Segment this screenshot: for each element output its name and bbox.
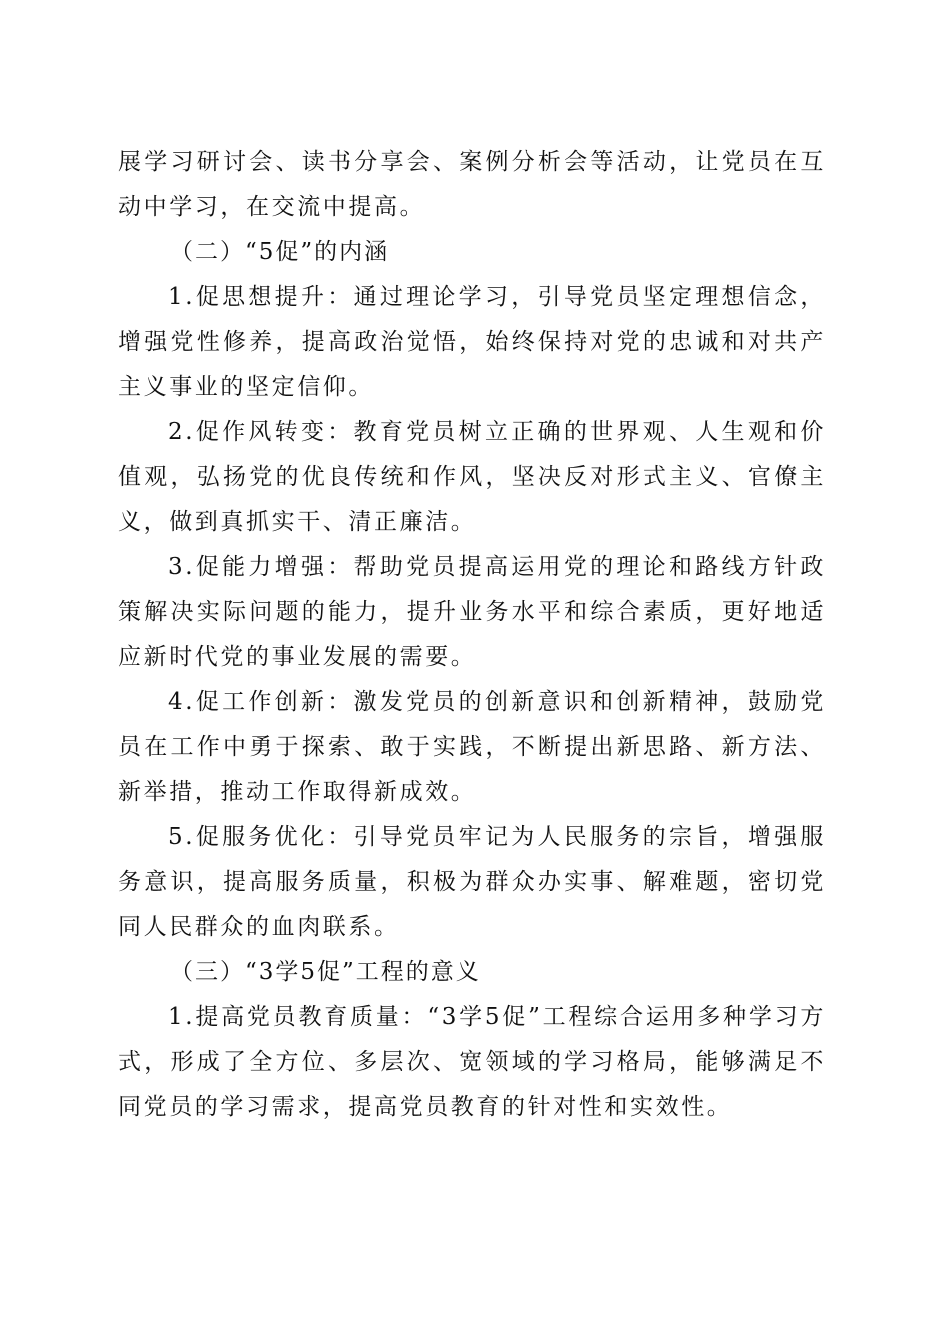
item-promote-thought: 1.促思想提升：通过理论学习，引导党员坚定理想信念，增强党性修养，提高政治觉悟，始终保持对党的忠诚和对共产主义事业的坚定信仰。 bbox=[118, 284, 826, 400]
document-page bbox=[118, 140, 826, 1130]
section-heading-significance: （三）“3学5促”工程的意义 bbox=[170, 959, 481, 985]
item-promote-innovation: 4.促工作创新：激发党员的创新意识和创新精神，鼓励党员在工作中勇于探索、敢于实践，不断提出新思路、新方法、新举措，推动工作取得新成效。 bbox=[118, 689, 826, 805]
item-promote-service: 5.促服务优化：引导党员牢记为人民服务的宗旨，增强服务意识，提高服务质量，积极为群众办实事、解难题，密切党同人民群众的血肉联系。 bbox=[118, 824, 826, 940]
continued-paragraph: 展学习研讨会、读书分享会、案例分析会等活动，让党员在互动中学习，在交流中提高。 bbox=[118, 149, 826, 220]
section-heading-5-promotions: （二）“5促”的内涵 bbox=[170, 239, 390, 265]
item-education-quality: 1.提高党员教育质量：“3学5促”工程综合运用多种学习方式，形成了全方位、多层次、宽领域的学习格局，能够满足不同党员的学习需求，提高党员教育的针对性和实效性。 bbox=[118, 1004, 826, 1120]
item-promote-ability: 3.促能力增强：帮助党员提高运用党的理论和路线方针政策解决实际问题的能力，提升业务水平和综合素质，更好地适应新时代党的事业发展的需要。 bbox=[118, 554, 826, 670]
item-promote-style: 2.促作风转变：教育党员树立正确的世界观、人生观和价值观，弘扬党的优良传统和作风，坚决反对形式主义、官僚主义，做到真抓实干、清正廉洁。 bbox=[118, 419, 826, 535]
